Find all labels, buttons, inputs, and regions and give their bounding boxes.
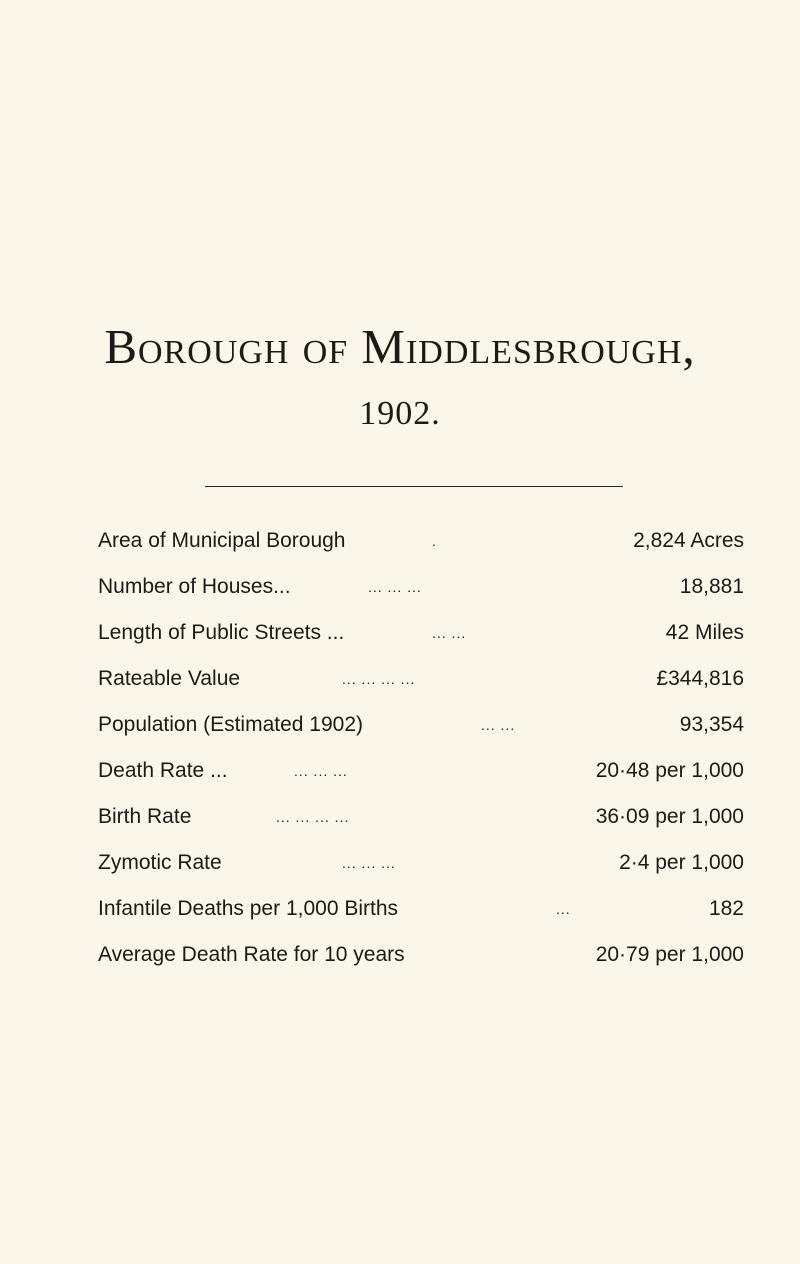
dot-leader: ... ... ... — [342, 855, 396, 871]
stat-value: 36·09 per 1,000 — [595, 805, 744, 828]
stat-row-rateable — [98, 666, 744, 712]
stat-label: Average Death Rate for 10 years — [98, 943, 405, 966]
stat-value: 2·4 per 1,000 — [619, 851, 744, 874]
dot-leader: . — [432, 533, 437, 549]
stat-row-area — [98, 528, 744, 574]
stat-value: 42 Miles — [665, 621, 744, 644]
stat-row-streets — [98, 620, 744, 666]
dot-leader: ... ... — [432, 625, 467, 641]
stat-value: 20·48 per 1,000 — [595, 759, 744, 782]
stat-label: Rateable Value — [98, 667, 241, 690]
stat-label: Birth Rate — [98, 805, 192, 828]
stat-row-zymotic-rate — [98, 850, 744, 896]
stat-row-birth-rate — [98, 804, 744, 850]
stat-value: 2,824 Acres — [633, 529, 744, 552]
stat-label: Population (Estimated 1902) — [98, 713, 363, 736]
stat-row-death-rate — [98, 758, 744, 804]
stat-value: 182 — [708, 897, 744, 920]
stat-label: Zymotic Rate — [98, 851, 222, 874]
dot-leader: ... ... ... — [294, 763, 348, 779]
stat-value: 93,354 — [679, 713, 744, 736]
stat-row-infantile-deaths — [98, 896, 744, 942]
dot-leader: ... ... ... ... — [342, 671, 416, 687]
dot-leader: ... ... — [481, 717, 516, 733]
page-title: Borough of Middlesbrough, — [104, 319, 696, 374]
stat-row-population — [98, 712, 744, 758]
stat-value: 18,881 — [679, 575, 744, 598]
stat-row-houses — [98, 574, 744, 620]
divider-rule — [205, 486, 623, 487]
stat-label: Death Rate ... — [98, 759, 228, 782]
stat-label: Infantile Deaths per 1,000 Births — [98, 897, 399, 920]
stat-value: £344,816 — [656, 667, 744, 690]
year-heading: 1902. — [359, 395, 441, 432]
stat-value: 20·79 per 1,000 — [595, 943, 744, 966]
dot-leader: ... ... ... ... — [276, 809, 350, 825]
dot-leader: ... ... ... — [368, 579, 422, 595]
stat-row-average-death-rate — [98, 942, 744, 988]
dot-leader: ... — [556, 901, 571, 917]
stat-label: Number of Houses... — [98, 575, 291, 598]
stat-label: Area of Municipal Borough — [98, 529, 346, 552]
statistics-table — [98, 528, 744, 988]
stat-label: Length of Public Streets ... — [98, 621, 345, 644]
